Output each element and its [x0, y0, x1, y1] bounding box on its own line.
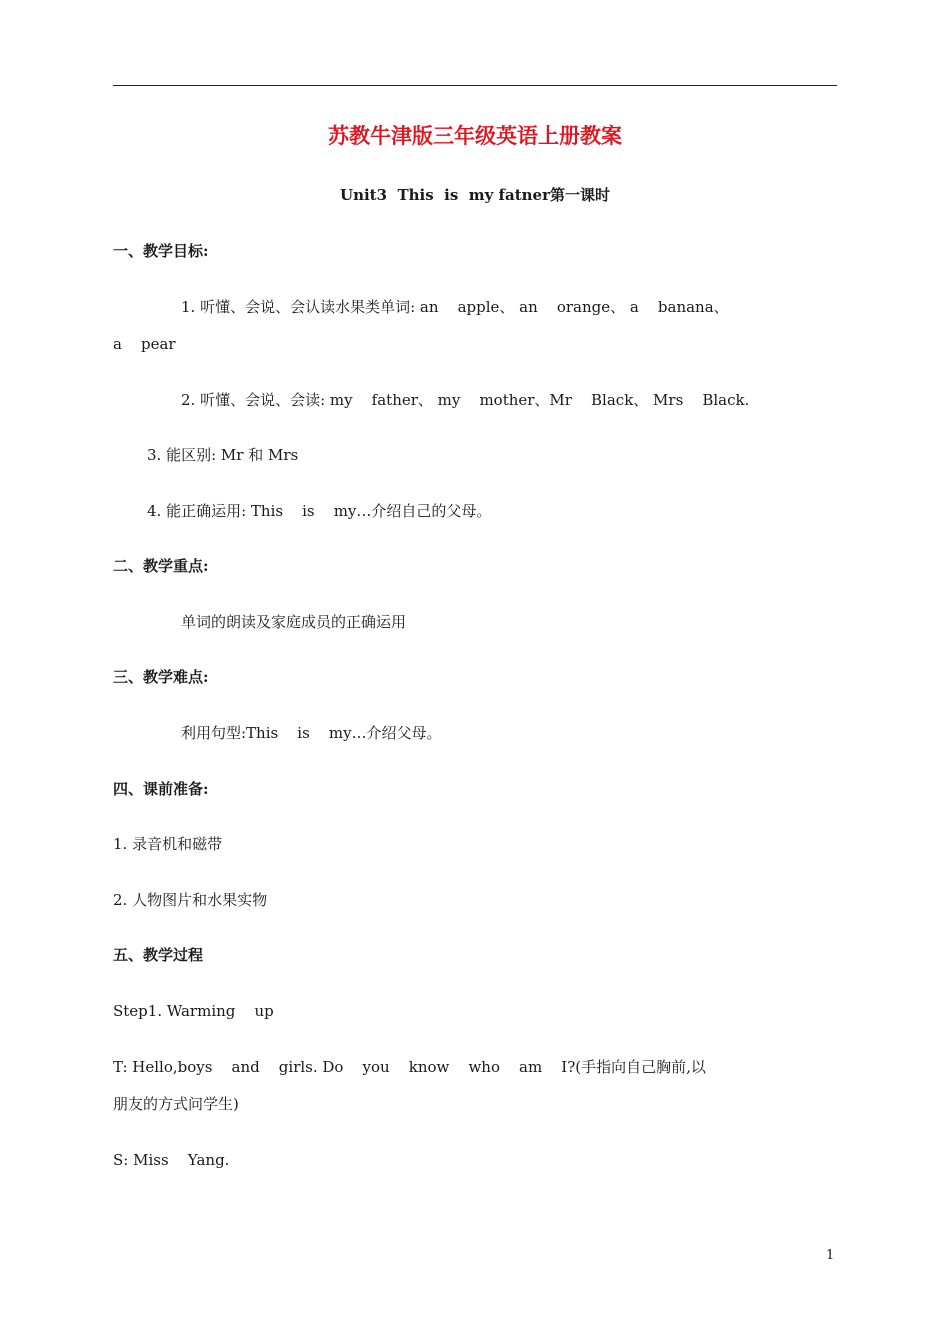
goal-2: 2. 听懂、会说、会读: my father、 my mother、Mr Black、 Mrs Black.	[181, 391, 750, 409]
difficulty-text: 利用句型:This is my…介绍父母。	[181, 724, 442, 742]
goal-3: 3. 能区别: Mr 和 Mrs	[147, 446, 299, 464]
preparation-heading: 四、课前准备:	[113, 780, 209, 798]
step-1: Step1. Warming up	[113, 1002, 274, 1020]
preparation-item-2: 2. 人物图片和水果实物	[113, 891, 268, 909]
header-rule	[113, 85, 837, 86]
preparation-item-1: 1. 录音机和磁带	[113, 835, 223, 853]
document-title: 苏教牛津版三年级英语上册教案	[328, 123, 622, 148]
teacher-line-1: T: Hello,boys and girls. Do you know who am I?(手指向自己胸前,以	[113, 1058, 706, 1076]
goal-1-line-1: 1. 听懂、会说、会认读水果类单词: an apple、 an orange、 a banana、	[181, 298, 729, 316]
difficulty-heading: 三、教学难点:	[113, 668, 209, 686]
student-line: S: Miss Yang.	[113, 1151, 230, 1169]
goals-heading: 一、教学目标:	[113, 242, 209, 260]
page-number: 1	[826, 1248, 835, 1263]
goal-1-line-2: a pear	[113, 335, 176, 353]
document-subtitle: Unit3 This is my fatner第一课时	[339, 186, 610, 204]
key-points-heading: 二、教学重点:	[113, 557, 209, 575]
teacher-line-2: 朋友的方式问学生)	[113, 1095, 239, 1113]
goal-4: 4. 能正确运用: This is my…介绍自己的父母。	[147, 502, 492, 520]
key-points-text: 单词的朗读及家庭成员的正确运用	[181, 613, 407, 631]
process-heading: 五、教学过程	[113, 946, 204, 964]
